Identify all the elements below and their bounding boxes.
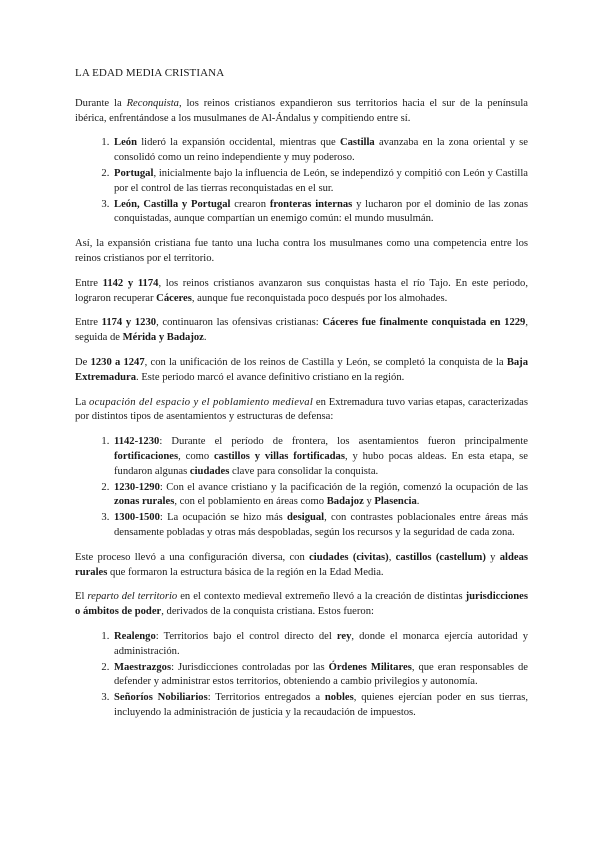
list-item — [112, 481, 528, 511]
bold-term: desigual — [287, 512, 325, 524]
text: , continuaron las ofensivas cristianas: — [156, 317, 323, 329]
bold-term: 1230 a 1247 — [90, 356, 145, 368]
bold-term: fronteras internas — [269, 198, 353, 210]
text: , que eran responsables de defender y administrar estos territorios, obteniendo a cambio privilegios y autonomía. — [114, 661, 529, 688]
bold-term: 1230-1290 — [114, 481, 160, 493]
bold-term: Plasencia — [374, 496, 417, 508]
text: Este proceso llevó a una configuración diversa, con — [75, 551, 310, 563]
bold-term: ciudades (civitas) — [309, 551, 389, 563]
bold-term: fortificaciones — [114, 450, 179, 462]
stages-list — [75, 435, 528, 541]
list-item — [112, 630, 528, 660]
text: , aunque fue reconquistada poco después por los almohades. — [191, 292, 448, 304]
bold-term: Baja Extremadura — [75, 356, 528, 383]
period-1142-paragraph — [75, 277, 528, 307]
list-item — [112, 136, 528, 166]
text: , donde el monarca ejercía autoridad y administración. — [114, 630, 528, 657]
text: , con el poblamiento en áreas como — [174, 496, 327, 508]
text: crearon — [230, 198, 270, 210]
struggle-paragraph: Así, la expansión cristiana fue tanto una lucha contra los musulmanes como una competencia entre los reinos cristianos por el territorio. — [75, 238, 528, 264]
bold-term: León, Castilla y Portugal — [114, 198, 231, 210]
bold-term: Órdenes Militares — [328, 661, 412, 673]
list-item — [112, 198, 528, 228]
document-page — [75, 66, 528, 731]
text: , y hubo pocas aldeas. En esta etapa, se fundaron algunas — [114, 450, 529, 477]
text: y — [485, 551, 500, 563]
text: , derivados de la conquista cristiana. Estos fueron: — [161, 606, 374, 618]
bold-term: aldeas rurales — [75, 551, 529, 578]
text: : Con el avance cristiano y la pacificación de la región, comenzó la ocupación de las — [159, 481, 528, 493]
bold-term: Portugal — [114, 167, 154, 179]
bold-term: Señoríos Nobiliarios — [114, 692, 208, 704]
bold-term: Castilla — [339, 137, 375, 149]
config-paragraph — [75, 551, 528, 581]
text: . — [416, 496, 420, 508]
italic-term: Reconquista — [126, 97, 179, 109]
bold-term: jurisdicciones o ámbitos de poder — [75, 591, 528, 618]
list-item — [112, 167, 528, 197]
text: y lucharon por el dominio de las zonas conquistadas, aunque compartían un enemigo común: el mundo musulmán. — [114, 198, 529, 225]
bold-term: Cáceres — [156, 292, 192, 304]
text: clave para consolidar la conquista. — [229, 465, 379, 477]
text: : Territorios entregados a — [207, 692, 325, 704]
jurisdictions-list — [75, 630, 528, 721]
text: Durante la — [75, 97, 127, 109]
text: y — [363, 496, 375, 508]
reparto-paragraph — [75, 590, 528, 620]
text: . Este periodo marcó el avance definitivo cristiano en la región. — [136, 371, 405, 383]
bold-term: ciudades — [189, 465, 230, 477]
italic-term: ocupación del espacio y el poblamiento medieval — [89, 396, 314, 408]
list-item — [112, 511, 528, 541]
text: , con la unificación de los reinos de Castilla y León, se completó la conquista de la — [144, 356, 507, 368]
text: , los reinos cristianos expandieron sus territorios hacia el sur de la península ibérica, enfrentándose a los musulmanes de Al-Ándalus y compitiendo entre sí. — [75, 97, 528, 124]
bold-term: Badajoz — [326, 496, 364, 508]
list-item — [112, 691, 528, 721]
text: , inicialmente bajo la influencia de León, se independizó y compitió con León y Castilla por el control de las tierras reconquistadas en el sur. — [114, 167, 528, 194]
bold-term: León — [114, 137, 137, 149]
bold-term: 1142 y 1174 — [102, 277, 159, 289]
text: Entre — [75, 277, 103, 289]
text: , seguida de — [75, 317, 529, 344]
text: lideró la expansión occidental, mientras que — [136, 137, 340, 149]
bold-term: Mérida y Badajoz — [122, 332, 204, 344]
bold-term: castillos (castellum) — [395, 551, 486, 563]
text: que formaron la estructura básica de la región en la Edad Media. — [107, 566, 384, 578]
kingdoms-list — [75, 136, 528, 227]
text: : Durante el período de frontera, los asentamientos fueron principalmente — [159, 436, 528, 448]
list-item — [112, 435, 528, 479]
ocupacion-paragraph — [75, 396, 528, 426]
bold-term: Maestrazgos — [114, 661, 172, 673]
text: , los reinos cristianos avanzaron sus conquistas hasta el río Tajo. En este periodo, lograron recuperar — [75, 277, 528, 304]
text: : Jurisdicciones controladas por las — [171, 661, 329, 673]
bold-term: castillos y villas fortificadas — [213, 450, 345, 462]
period-1174-paragraph — [75, 316, 528, 346]
text: , con contrastes poblacionales entre áreas más densamente pobladas y otras más despobladas, según los recursos y la seguridad de cada zona. — [114, 512, 529, 538]
text: La — [75, 396, 90, 408]
text: , quienes ejercían poder en sus tierras, incluyendo la administración de justicia y la recaudación de impuestos. — [114, 692, 529, 718]
text: , como — [178, 450, 214, 462]
text: . — [203, 332, 207, 344]
text: , — [388, 551, 396, 563]
text: en Extremadura tuvo varias etapas, caracterizadas por distintos tipos de asentamientos y estructuras de defensa: — [75, 396, 528, 423]
text: El — [75, 591, 88, 603]
bold-term: 1142-1230 — [114, 436, 160, 448]
bold-term: zonas rurales — [114, 496, 175, 508]
list-item — [112, 661, 528, 691]
text: De — [75, 356, 91, 368]
text: Entre — [75, 317, 102, 329]
bold-term: Cáceres fue finalmente conquistada en 1229 — [322, 317, 526, 329]
bold-term: Realengo — [114, 630, 156, 642]
italic-term: reparto del territorio — [87, 591, 178, 603]
intro-paragraph — [75, 97, 528, 127]
bold-term: rey — [336, 630, 352, 642]
document-title: LA EDAD MEDIA CRISTIANA — [75, 67, 225, 79]
text: en el contexto medieval extremeño llevó a la creación de distintas — [177, 591, 466, 603]
text: : La ocupación se hizo más — [159, 512, 288, 524]
bold-term: 1174 y 1230 — [101, 317, 157, 329]
bold-term: nobles — [324, 692, 354, 704]
period-1230-paragraph — [75, 356, 528, 386]
text: avanzaba en la zona oriental y se consolidó como un reino independiente y muy poderoso. — [114, 137, 528, 164]
text: : Territorios bajo el control directo del — [155, 630, 337, 642]
bold-term: 1300-1500 — [114, 512, 160, 524]
